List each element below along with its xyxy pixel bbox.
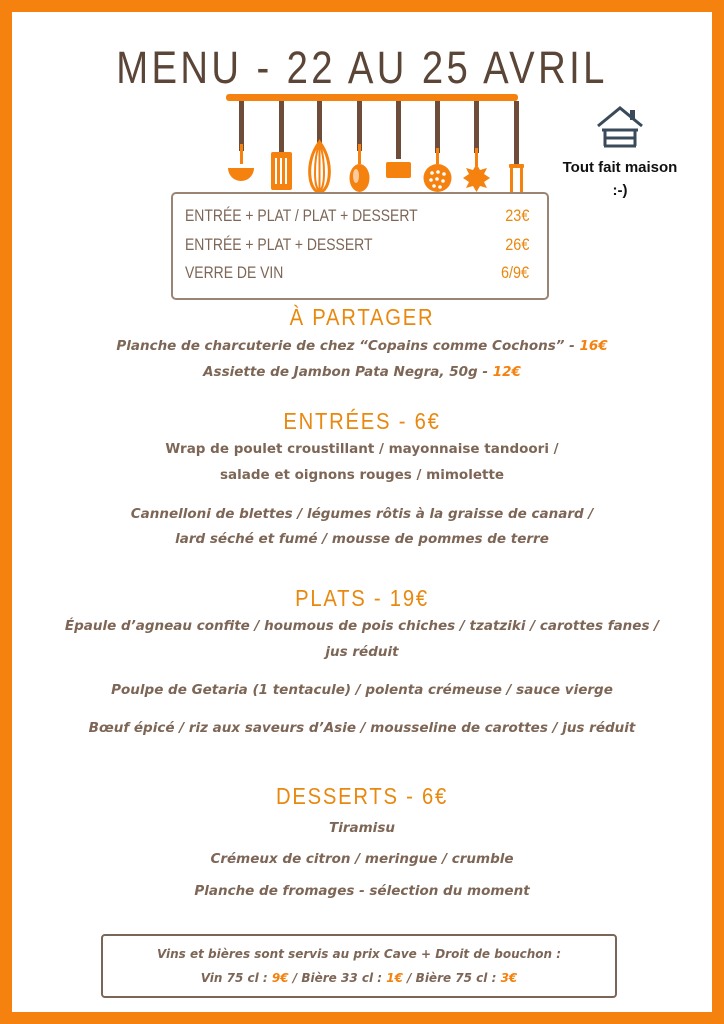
price-value: 23€	[504, 206, 529, 225]
notice-text: / Bière 33 cl :	[288, 971, 387, 985]
menu-item-line: Crémeux de citron / meringue / crumble	[210, 851, 514, 867]
notice-line1: Vins et bières sont servis au prix Cave + Droit de bouchon :	[156, 947, 562, 961]
homemade-badge	[540, 156, 700, 202]
section-title-partager: À PARTAGER	[289, 304, 435, 330]
menu-item-line: Tiramisu	[329, 820, 395, 836]
notice-price: 1€	[386, 971, 403, 985]
price-label: ENTRÉE + PLAT + DESSERT	[185, 235, 373, 254]
menu-item	[12, 333, 712, 359]
menu-item-text: Planche de charcuterie de chez “Copains comme Cochons” -	[116, 338, 580, 354]
price-row	[185, 263, 529, 287]
notice-price: 9€	[271, 971, 289, 985]
meat-mallet-icon	[386, 101, 411, 178]
menu-item-price: 12€	[492, 364, 521, 380]
house-icon	[594, 104, 646, 150]
menu-item	[12, 359, 712, 385]
formula-price-box	[171, 192, 549, 300]
spatula-icon	[271, 101, 292, 190]
spoon-icon	[350, 101, 370, 192]
notice-text: Vin 75 cl :	[200, 971, 272, 985]
notice-text: / Bière 75 cl :	[402, 971, 501, 985]
price-label: ENTRÉE + PLAT / PLAT + DESSERT	[185, 206, 418, 225]
menu-item-line: Bœuf épicé / riz aux saveurs d’Asie / mousseline de carottes / jus réduit	[88, 720, 636, 736]
section-title-entrees: ENTRÉES - 6€	[283, 408, 441, 434]
price-value: 6/9€	[500, 263, 529, 282]
price-row	[185, 206, 529, 230]
kitchen-utensils-illustration	[216, 84, 528, 200]
section-title-plats: PLATS - 19€	[295, 585, 429, 611]
price-value: 26€	[504, 235, 529, 254]
price-row	[185, 235, 529, 259]
menu-item-line: Poulpe de Getaria (1 tentacule) / polenta crémeuse / sauce vierge	[111, 682, 613, 698]
menu-item-line: jus réduit	[325, 644, 399, 660]
whisk-icon	[310, 101, 330, 192]
menu-item-text: Assiette de Jambon Pata Negra, 50g -	[203, 364, 493, 380]
notice-price: 3€	[500, 971, 518, 985]
skimmer-icon	[424, 101, 452, 192]
drinks-notice-box	[101, 934, 617, 998]
menu-item-line: Planche de fromages - sélection du moment	[194, 883, 530, 899]
menu-item-line: lard séché et fumé / mousse de pommes de terre	[175, 531, 549, 547]
notice-line2	[103, 971, 615, 985]
menu-item-line: Cannelloni de blettes / légumes rôtis à la graisse de canard /	[130, 506, 594, 522]
menu-item-price: 16€	[579, 338, 608, 354]
fork-icon	[509, 101, 524, 194]
price-label: VERRE DE VIN	[185, 263, 284, 282]
ladle-icon	[228, 101, 254, 181]
menu-item-line: salade et oignons rouges / mimolette	[219, 467, 505, 483]
section-title-desserts: DESSERTS - 6€	[275, 783, 449, 809]
pastry-wheel-icon	[463, 101, 490, 192]
homemade-badge-line2: :-)	[612, 182, 628, 199]
menu-title: MENU - 22 AU 25 AVRIL	[116, 42, 608, 93]
homemade-badge-line1: Tout fait maison	[562, 159, 678, 176]
menu-item-line: Épaule d’agneau confite / houmous de pois chiches / tzatziki / carottes fanes /	[64, 618, 660, 634]
menu-item-line: Wrap de poulet croustillant / mayonnaise tandoori /	[165, 441, 559, 457]
